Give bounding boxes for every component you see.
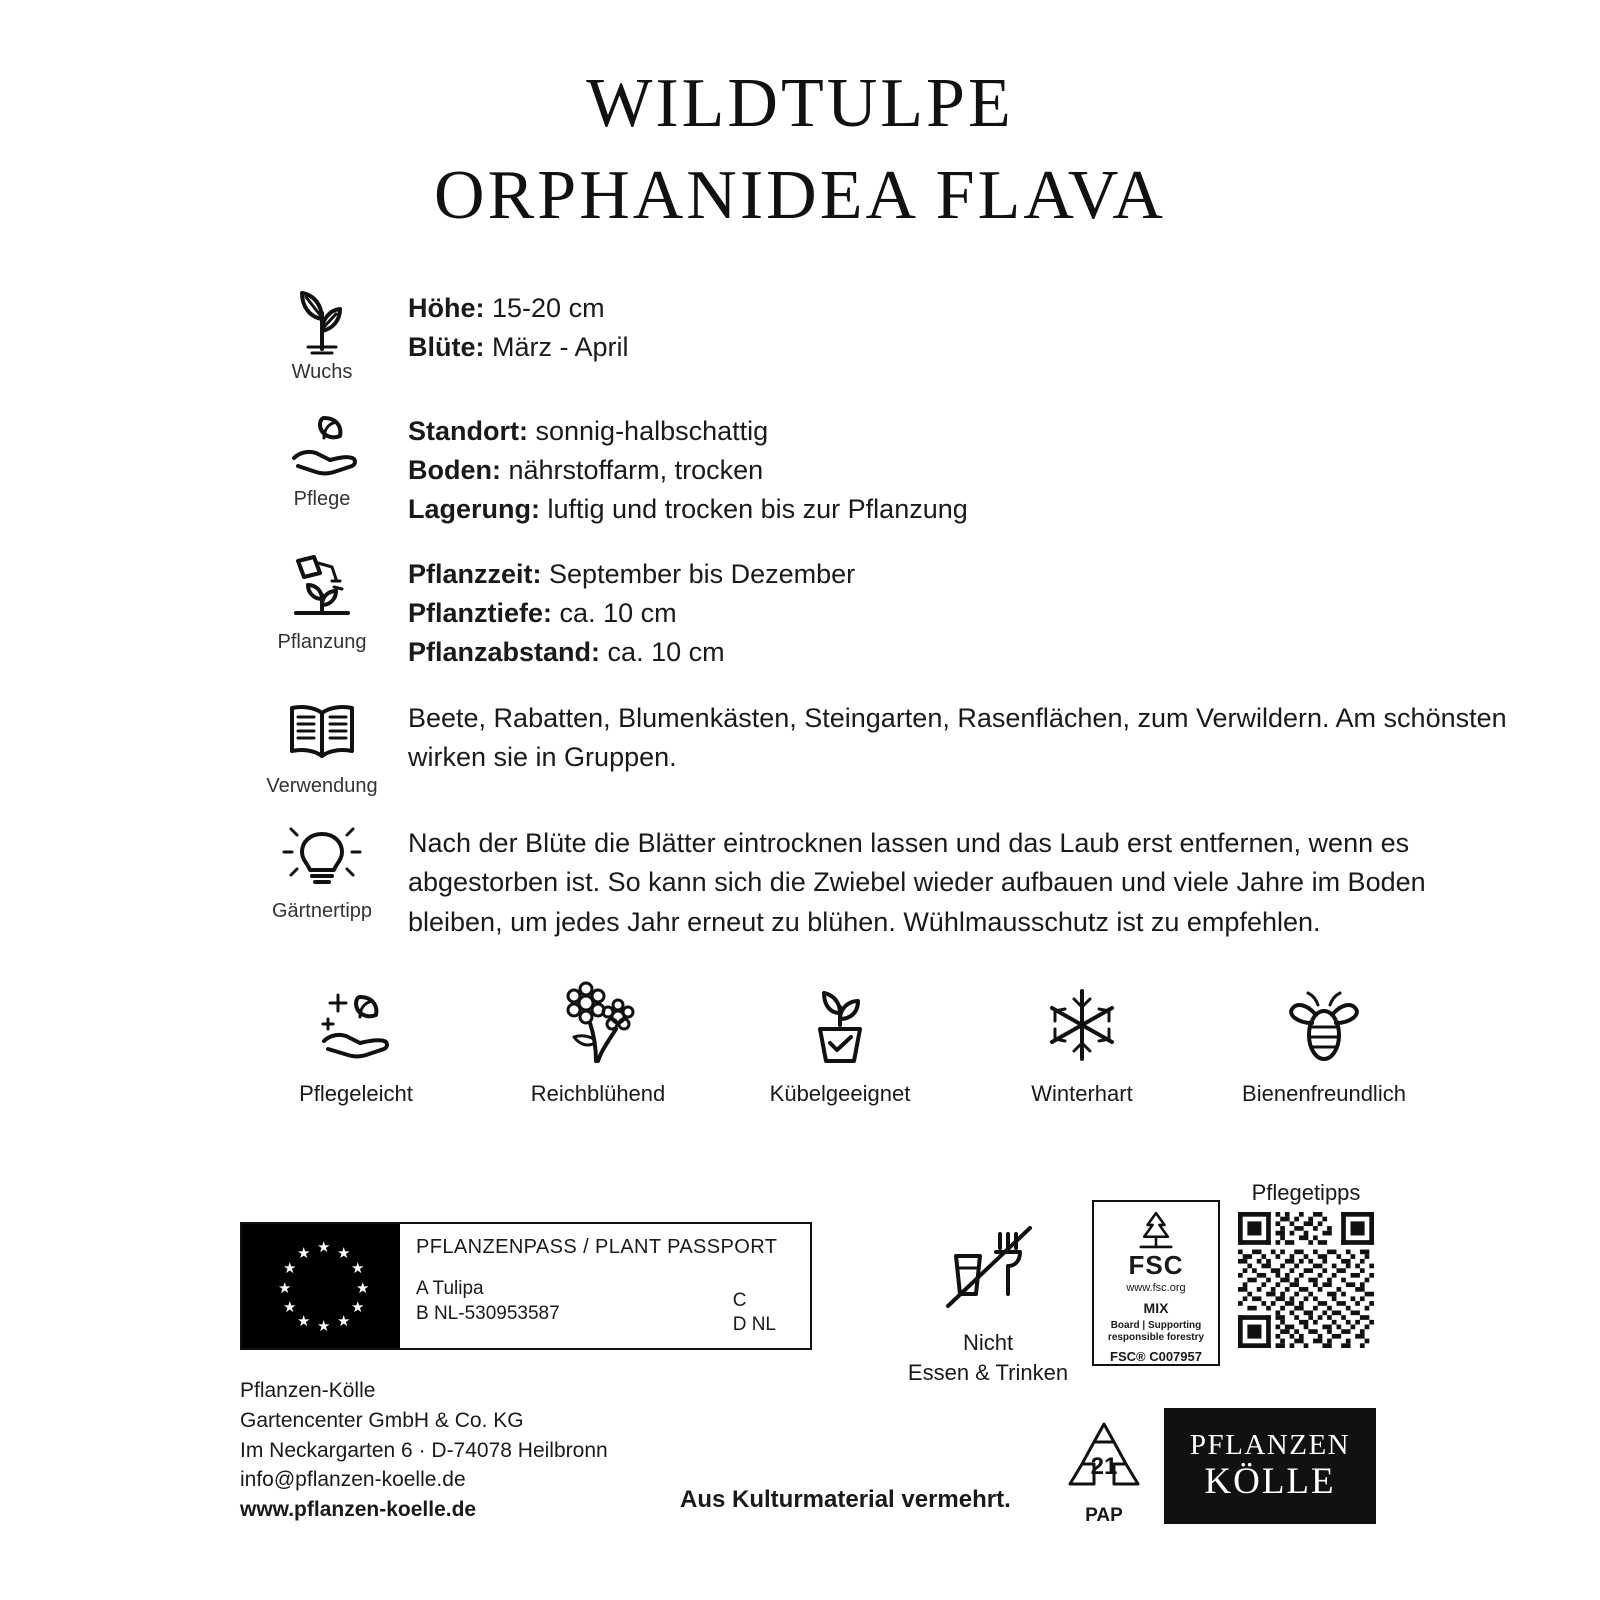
feature-label-kuebelgeeignet: Kübelgeeignet xyxy=(769,1080,911,1106)
icon-caption-gaertnertipp: Gärtnertipp xyxy=(271,899,373,922)
fsc-desc-line-2: responsible forestry xyxy=(1107,1332,1205,1343)
footer-area xyxy=(0,1180,1600,1600)
title-line-1: WILDTULPE xyxy=(586,65,1014,142)
feature-label-pflegeleicht: Pflegeleicht xyxy=(299,1080,413,1106)
info-section xyxy=(0,279,1600,943)
info-text-pflanzung xyxy=(408,549,1520,672)
value-bluete: März - April xyxy=(492,331,629,362)
label-hoehe: Höhe: xyxy=(408,292,485,323)
fsc-mix-label: MIX xyxy=(1143,1300,1169,1316)
feature-icon-row xyxy=(0,977,1600,1107)
info-row-verwendung xyxy=(236,693,1520,798)
fsc-url: www.fsc.org xyxy=(1126,1282,1186,1294)
passport-line-a: A Tulipa xyxy=(416,1278,484,1299)
passport-body xyxy=(400,1224,810,1348)
value-boden: nährstoffarm, trocken xyxy=(508,454,764,485)
recycling-pap-label: PAP xyxy=(1085,1505,1123,1526)
fsc-desc-line-1: Board | Supporting xyxy=(1110,1320,1202,1331)
qr-block xyxy=(1236,1180,1376,1353)
hand-sparkle-leaf-icon xyxy=(308,977,404,1073)
info-row-wuchs xyxy=(236,279,1520,384)
value-pflanztiefe: ca. 10 cm xyxy=(559,598,677,629)
value-hoehe: 15-20 cm xyxy=(492,292,605,323)
label-pflanzzeit: Pflanzzeit: xyxy=(408,559,542,590)
passport-title: PFLANZENPASS / PLANT PASSPORT xyxy=(416,1236,778,1258)
flowers-icon xyxy=(550,977,646,1073)
passport-line-b: B NL-530953587 xyxy=(416,1302,560,1324)
bee-icon xyxy=(1276,977,1372,1073)
fsc-code: FSC® C007957 xyxy=(1110,1349,1202,1364)
fsc-wordmark: FSC xyxy=(1128,1250,1184,1280)
icon-caption-pflanzung: Pflanzung xyxy=(277,631,367,654)
icon-caption-wuchs: Wuchs xyxy=(291,360,353,383)
open-book-icon xyxy=(280,693,364,771)
value-pflanzzeit: September bis Dezember xyxy=(549,559,856,590)
no-eat-drink-block xyxy=(890,1218,1086,1386)
fsc-tree-icon xyxy=(1128,1208,1184,1252)
label-boden: Boden: xyxy=(408,454,501,485)
snowflake-icon xyxy=(1034,977,1130,1073)
no-eat-line-2: Essen & Trinken xyxy=(907,1359,1069,1385)
feature-kuebelgeeignet xyxy=(750,977,930,1107)
page-title xyxy=(0,0,1600,243)
value-lagerung: luftig und trocken bis zur Pflanzung xyxy=(547,494,968,525)
info-row-pflanzung xyxy=(236,549,1520,672)
recycling-loop-icon xyxy=(1058,1416,1150,1502)
eu-stars: ★ ★ ★ ★ ★ ★ ★ ★ ★ ★ ★ ★ xyxy=(278,1239,370,1335)
company-legal: Gartencenter GmbH & Co. KG xyxy=(240,1408,524,1432)
feature-pflegeleicht xyxy=(266,977,446,1107)
label-pflanztiefe: Pflanztiefe: xyxy=(408,598,553,629)
info-text-wuchs xyxy=(408,279,1520,367)
brand-line-2: KÖLLE xyxy=(1204,1460,1336,1502)
passport-line-d: D NL xyxy=(732,1314,776,1336)
footer-note: Aus Kulturmaterial vermehrt. xyxy=(680,1486,1011,1513)
feature-bienenfreundlich xyxy=(1234,977,1414,1107)
lightbulb-icon xyxy=(280,818,364,896)
title-line-2: ORPHANIDEA FLAVA xyxy=(434,157,1166,235)
info-text-verwendung: Beete, Rabatten, Blumenkästen, Steingarten, Rasenflächen, zum Verwildern. Am schönsten wirken sie in Gruppen. xyxy=(408,702,1507,773)
info-text-gaertnertipp: Nach der Blüte die Blätter eintrocknen lassen und das Laub erst entfernen, wenn es abgestorben ist. So kann sich die Zwiebel wieder aufbauen und viele Jahre im Boden bleiben, um jedes Jahr erneut zu blühen. Wühlmausschutz ist zu empfehlen. xyxy=(408,827,1426,937)
fsc-label xyxy=(1092,1200,1220,1366)
icon-column-wuchs xyxy=(236,279,408,384)
feature-label-reichbluehend: Reichblühend xyxy=(530,1080,666,1106)
hand-leaf-icon xyxy=(280,406,364,484)
qr-code-icon[interactable] xyxy=(1238,1212,1374,1348)
brand-line-1: PFLANZEN xyxy=(1189,1428,1351,1461)
plant-growth-icon xyxy=(280,279,364,357)
passport-line-c: C xyxy=(732,1289,747,1311)
company-address xyxy=(240,1376,608,1525)
passport-right-column xyxy=(733,1289,776,1338)
icon-column-gaertnertipp xyxy=(236,818,408,923)
brand-logo xyxy=(1164,1408,1376,1524)
company-name: Pflanzen-Kölle xyxy=(240,1379,376,1402)
value-standort: sonnig-halbschattig xyxy=(535,415,769,446)
icon-column-pflanzung xyxy=(236,549,408,654)
recycling-pap-block xyxy=(1050,1416,1158,1527)
value-pflanzabstand: ca. 10 cm xyxy=(607,637,725,668)
icon-column-pflege xyxy=(236,406,408,511)
label-pflanzabstand: Pflanzabstand: xyxy=(408,637,601,668)
plant-passport xyxy=(240,1222,812,1350)
feature-reichbluehend xyxy=(508,977,688,1107)
watering-can-icon xyxy=(280,549,364,627)
info-row-gaertnertipp xyxy=(236,818,1520,943)
no-eat-drink-icon xyxy=(934,1218,1042,1322)
label-lagerung: Lagerung: xyxy=(408,494,540,525)
feature-label-bienenfreundlich: Bienenfreundlich xyxy=(1242,1080,1406,1106)
company-street: Im Neckargarten 6 · D-74078 Heilbronn xyxy=(240,1438,608,1462)
label-bluete: Blüte: xyxy=(408,331,485,362)
company-email[interactable]: info@pflanzen-koelle.de xyxy=(240,1468,466,1492)
icon-column-verwendung xyxy=(236,693,408,798)
info-row-pflege xyxy=(236,406,1520,529)
feature-winterhart xyxy=(992,977,1172,1107)
icon-caption-pflege: Pflege xyxy=(293,487,351,510)
company-website[interactable]: www.pflanzen-koelle.de xyxy=(240,1498,477,1522)
feature-label-winterhart: Winterhart xyxy=(1031,1080,1133,1106)
recycling-number: 21 xyxy=(1090,1453,1118,1480)
pot-check-icon xyxy=(792,977,888,1073)
info-text-pflege xyxy=(408,406,1520,529)
eu-flag-icon xyxy=(242,1224,400,1348)
icon-caption-verwendung: Verwendung xyxy=(266,774,378,797)
label-standort: Standort: xyxy=(408,415,528,446)
qr-caption: Pflegetipps xyxy=(1251,1180,1361,1205)
no-eat-line-1: Nicht xyxy=(962,1330,1014,1355)
